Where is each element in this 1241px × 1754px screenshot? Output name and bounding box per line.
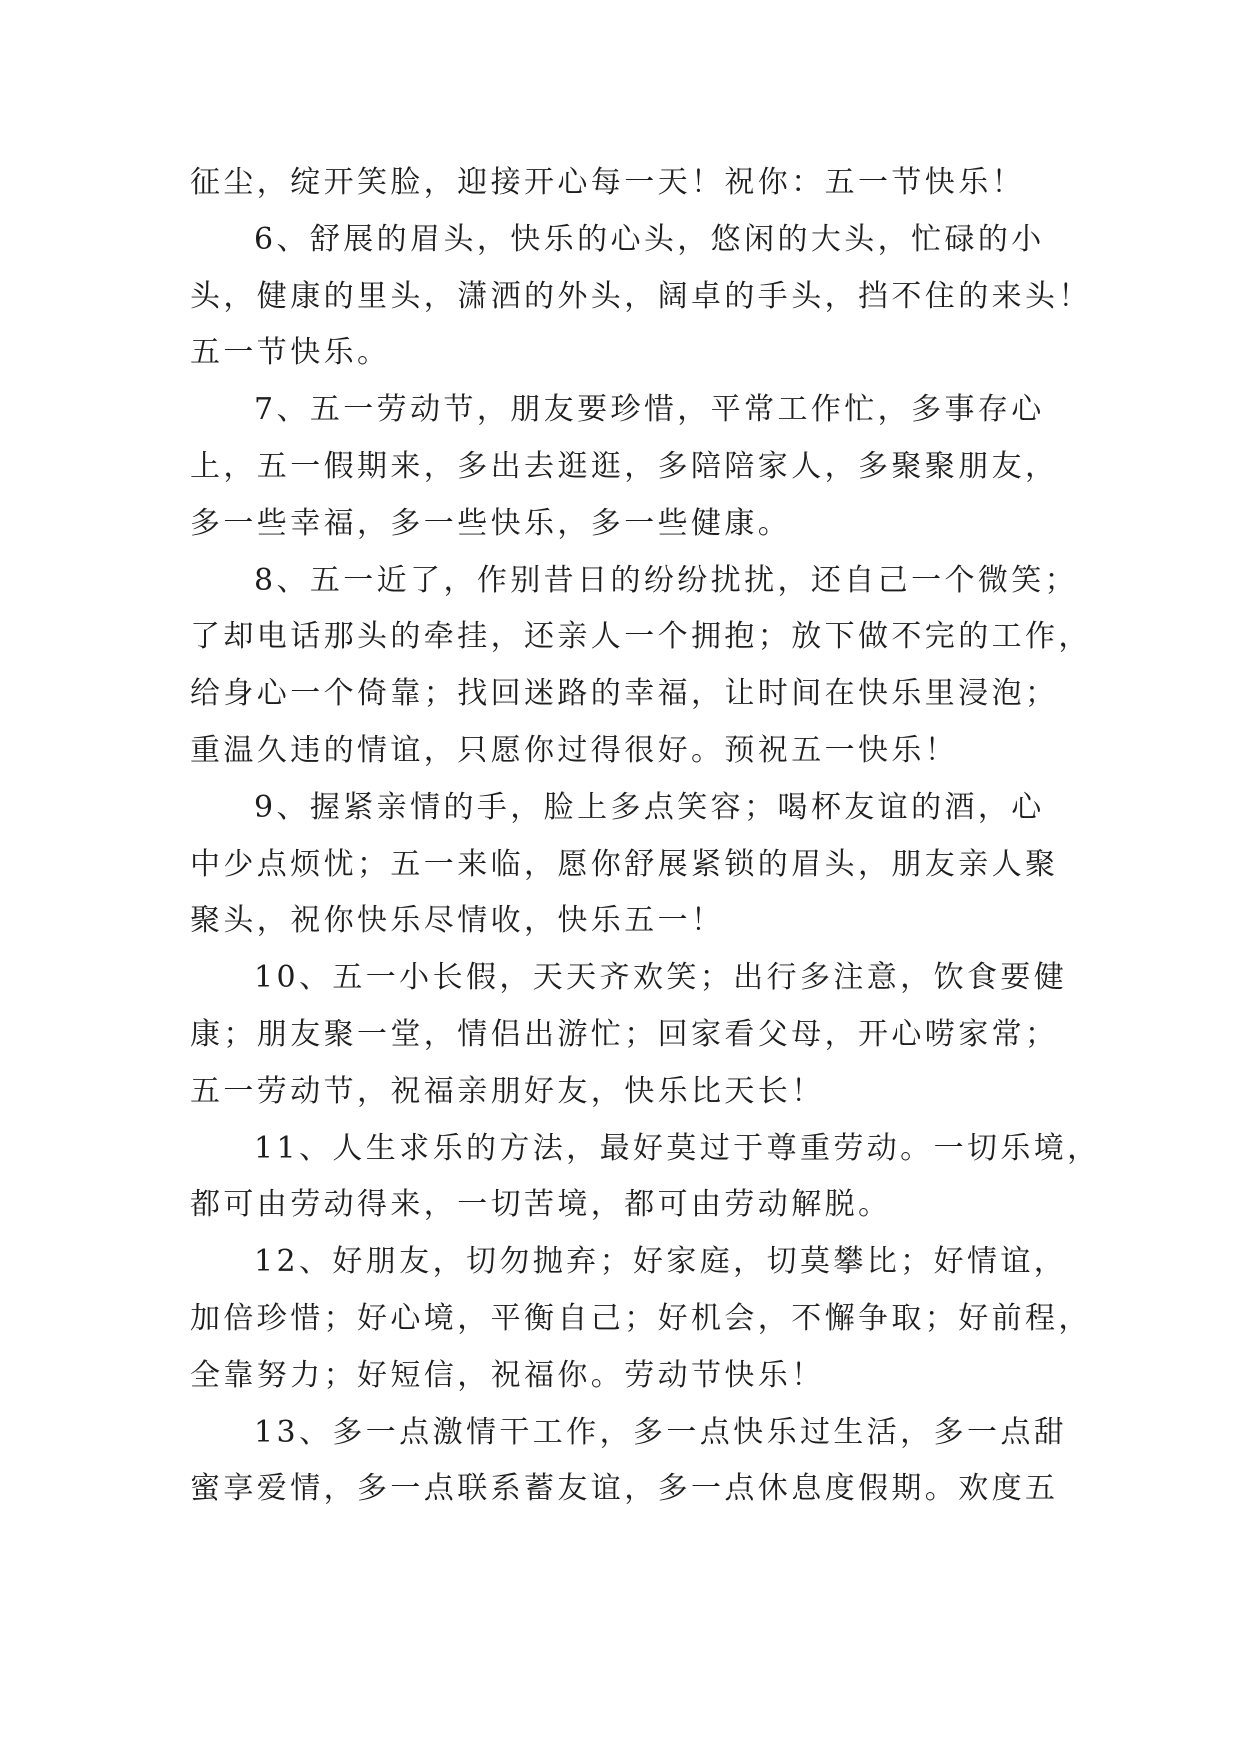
text-line: 了却电话那头的牵挂，还亲人一个拥抱；放下做不完的工作， [190,619,1092,655]
text-line: 多一些幸福，多一些快乐，多一些健康。 [190,505,792,541]
text-line: 头，健康的里头，潇洒的外头，阔卓的手头，挡不住的来头！ [190,278,1092,314]
text-line: 加倍珍惜；好心境，平衡自己；好机会，不懈争取；好前程， [190,1300,1092,1336]
text-line: 10、五一小长假，天天齐欢笑；出行多注意，饮食要健 [254,960,1068,996]
text-line: 聚头，祝你快乐尽情收，快乐五一！ [190,903,725,939]
text-line: 12、好朋友，切勿抛弃；好家庭，切莫攀比；好情谊， [254,1244,1068,1280]
text-line: 全靠努力；好短信，祝福你。劳动节快乐！ [190,1357,825,1393]
text-line: 征尘，绽开笑脸，迎接开心每一天！祝你：五一节快乐！ [190,165,1025,200]
text-line: 上，五一假期来，多出去逛逛，多陪陪家人，多聚聚朋友， [190,448,1059,484]
text-line: 13、多一点激情干工作，多一点快乐过生活，多一点甜 [254,1414,1068,1450]
text-line: 五一劳动节，祝福亲朋好友，快乐比天长！ [190,1073,825,1109]
text-line: 给身心一个倚靠；找回迷路的幸福，让时间在快乐里浸泡； [190,676,1059,712]
text-line: 中少点烦忧；五一来临，愿你舒展紧锁的眉头，朋友亲人聚 [190,846,1059,882]
text-line: 蜜享爱情，多一点联系蓄友谊，多一点休息度假期。欢度五 [190,1471,1059,1507]
text-line: 11、人生求乐的方法，最好莫过于尊重劳动。一切乐境， [254,1130,1101,1166]
text-line: 五一节快乐。 [190,335,391,371]
text-line: 7、五一劳动节，朋友要珍惜，平常工作忙，多事存心 [254,392,1045,428]
text-line: 9、握紧亲情的手，脸上多点笑容；喝杯友谊的酒，心 [254,789,1045,825]
text-line: 都可由劳动得来，一切苦境，都可由劳动解脱。 [190,1187,892,1223]
text-line: 6、舒展的眉头，快乐的心头，悠闲的大头，忙碌的小 [254,221,1045,257]
text-line: 康；朋友聚一堂，情侣出游忙；回家看父母，开心唠家常； [190,1016,1059,1052]
text-line: 重温久违的情谊，只愿你过得很好。预祝五一快乐！ [190,732,959,768]
document-body [190,155,1101,1518]
text-line: 8、五一近了，作别昔日的纷纷扰扰，还自己一个微笑； [254,562,1079,598]
